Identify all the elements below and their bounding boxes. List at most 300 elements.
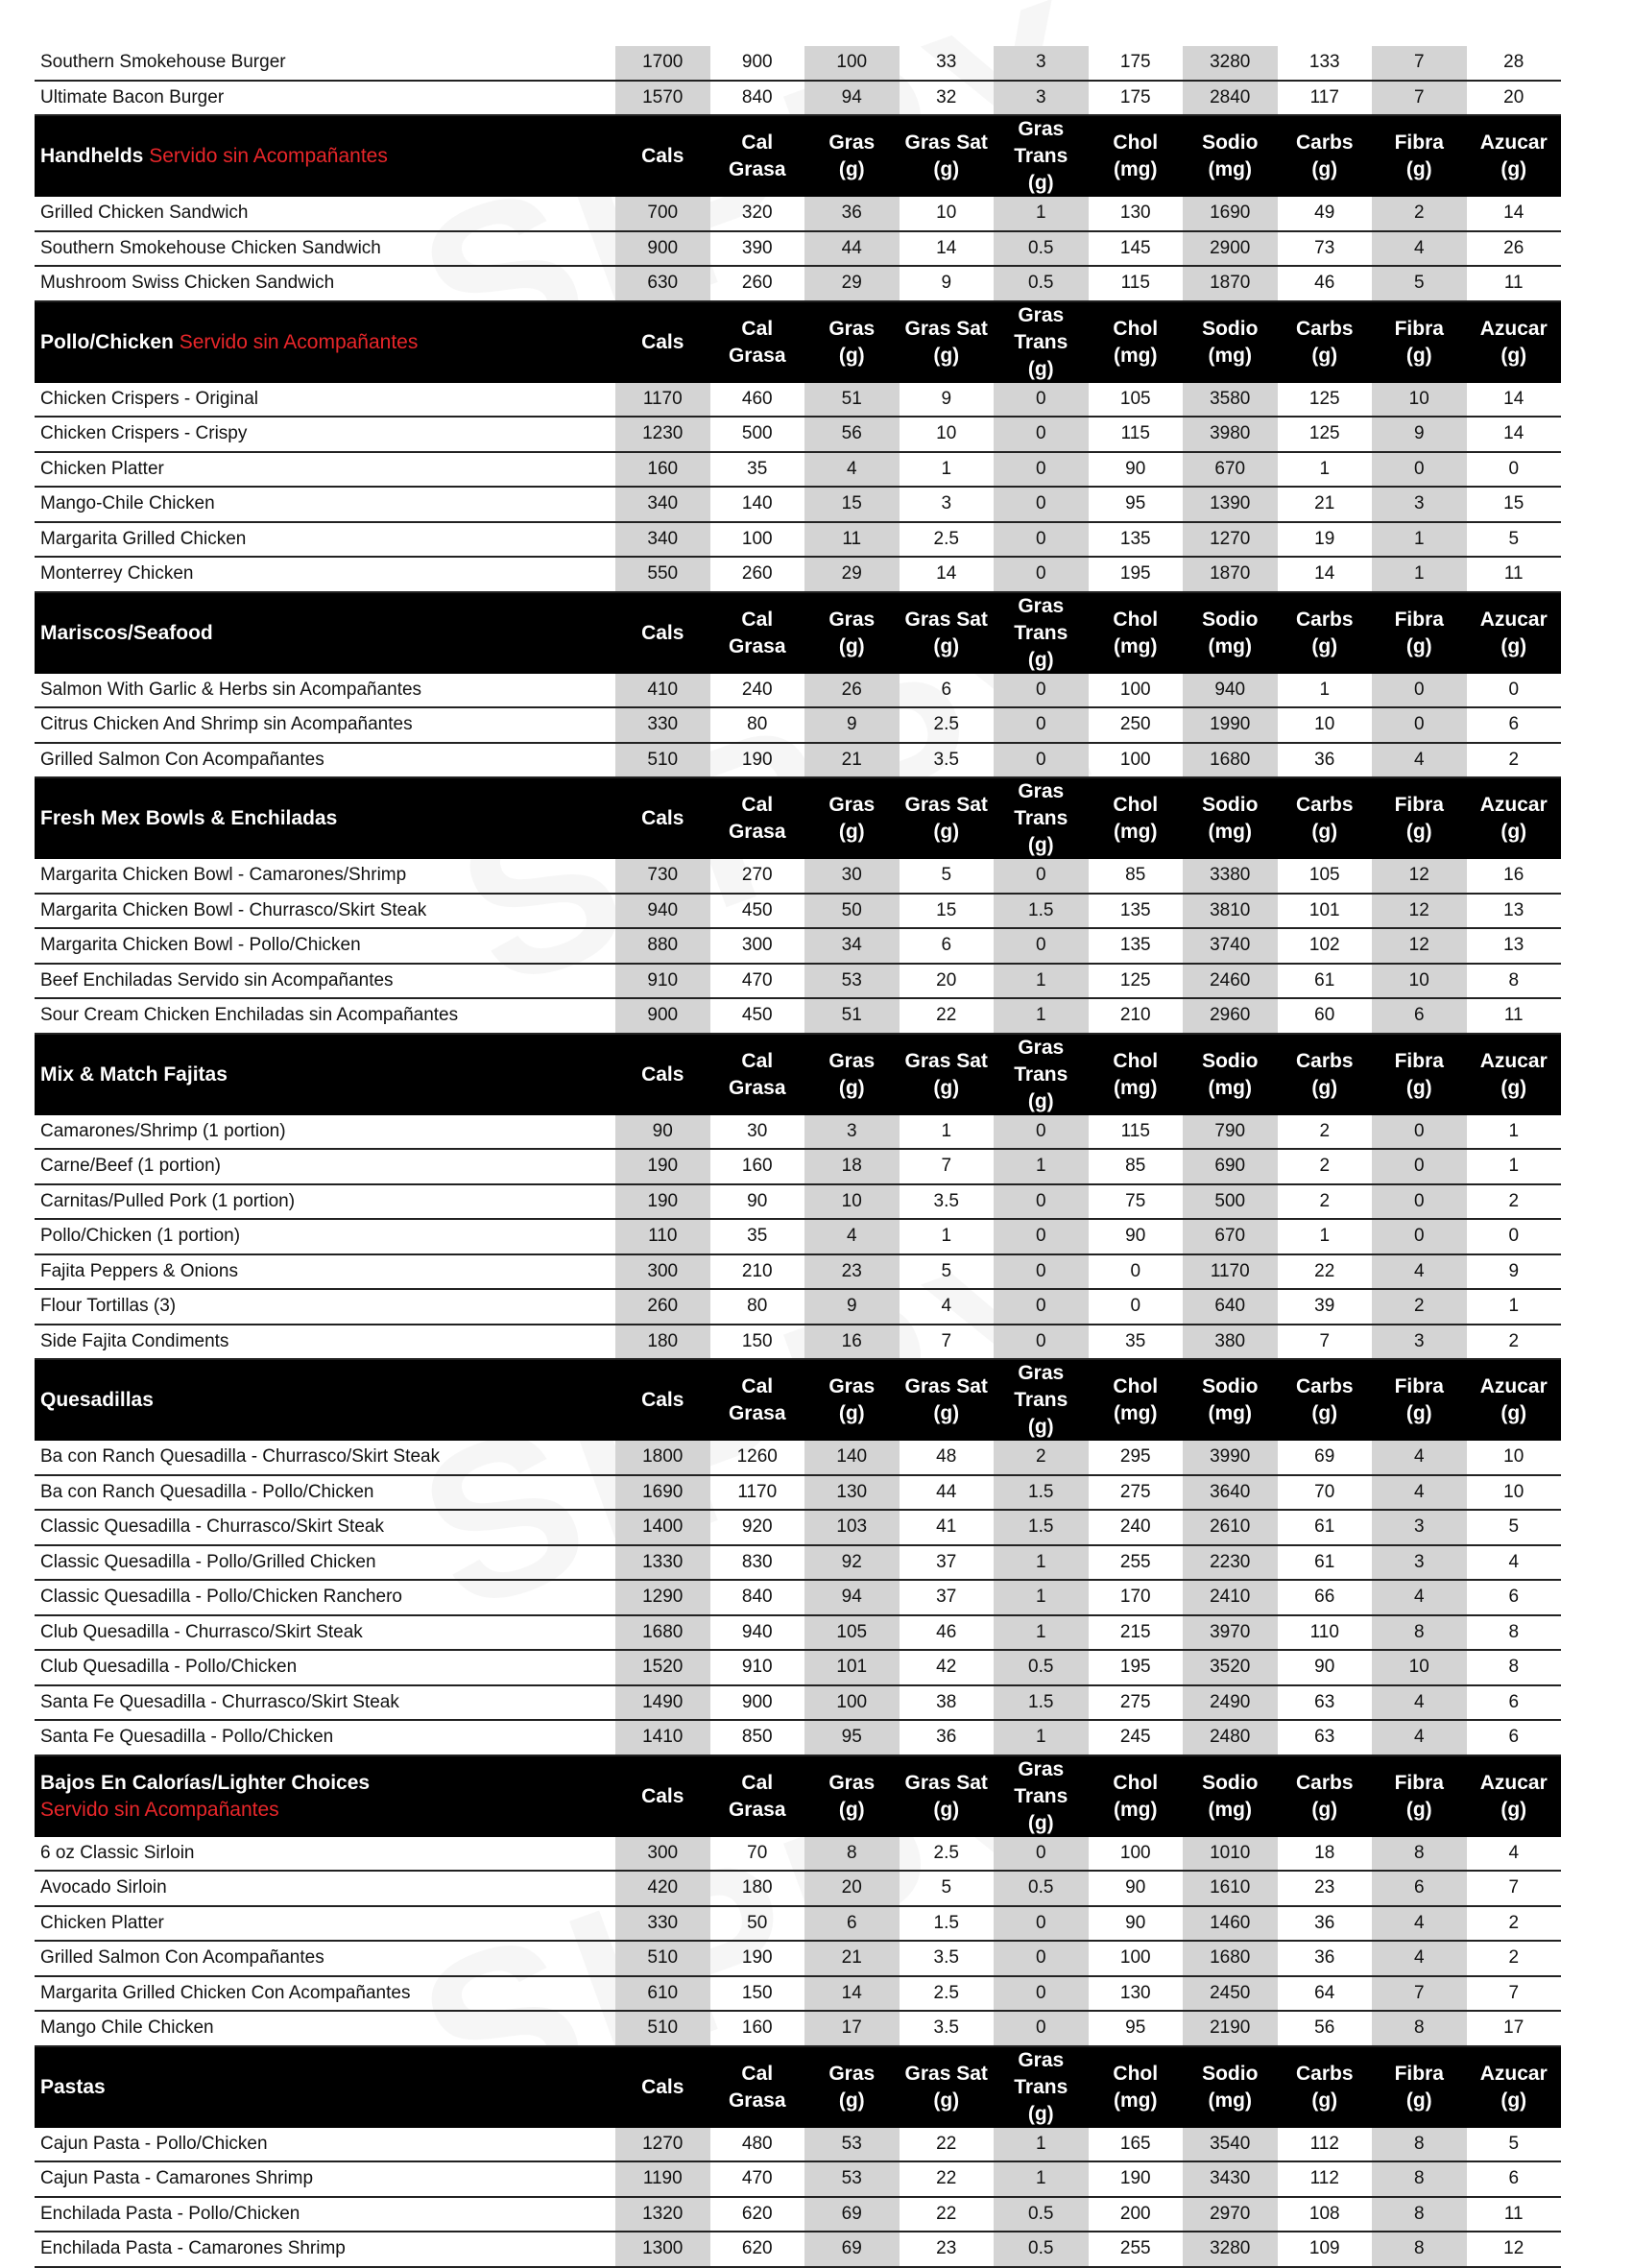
column-header-line: Sodio bbox=[1202, 131, 1259, 154]
column-header-line: (g) bbox=[1311, 2089, 1338, 2112]
nutrition-value: 15 bbox=[900, 894, 995, 929]
nutrition-value: 0 bbox=[994, 1325, 1089, 1360]
column-header bbox=[804, 777, 900, 859]
nutrition-value: 130 bbox=[804, 1475, 900, 1511]
column-header bbox=[615, 1755, 710, 1837]
column-header-line: Azucar bbox=[1479, 608, 1548, 631]
column-header-line: Carbs bbox=[1295, 2062, 1354, 2085]
section-title: Bajos En Calorías/Lighter Choices bbox=[40, 1771, 371, 1794]
nutrition-value: 7 bbox=[1278, 1325, 1373, 1360]
nutrition-value: 10 bbox=[1467, 1441, 1562, 1475]
section-title: Pollo/Chicken bbox=[40, 330, 174, 353]
column-header-line: (g) bbox=[1500, 158, 1527, 180]
item-name: Margarita Grilled Chicken bbox=[35, 522, 615, 558]
nutrition-value: 21 bbox=[804, 1941, 900, 1976]
column-header-line: Sodio bbox=[1202, 1771, 1259, 1794]
nutrition-value: 1 bbox=[994, 1615, 1089, 1651]
nutrition-value: 2 bbox=[1372, 1289, 1467, 1325]
item-name: Classic Quesadilla - Pollo/Chicken Ranchero bbox=[35, 1580, 615, 1615]
section-header bbox=[35, 1755, 1561, 1837]
nutrition-value: 8 bbox=[1372, 2011, 1467, 2046]
column-header bbox=[900, 1359, 995, 1441]
nutrition-value: 49 bbox=[1278, 197, 1373, 231]
column-header-line: Cals bbox=[641, 807, 684, 829]
column-header-line: Cals bbox=[641, 621, 684, 644]
section-note: Servido sin Acompañantes bbox=[40, 1798, 279, 1821]
nutrition-value: 195 bbox=[1089, 1650, 1184, 1685]
column-header-line: Gras Sat bbox=[904, 131, 988, 154]
column-header bbox=[1089, 2046, 1184, 2128]
nutrition-value: 2450 bbox=[1183, 1976, 1278, 2012]
nutrition-value: 135 bbox=[1089, 522, 1184, 558]
nutrition-value: 0 bbox=[1372, 674, 1467, 708]
column-header-line: Gras Sat bbox=[904, 794, 988, 816]
item-name: Ultimate Bacon Burger bbox=[35, 81, 615, 116]
column-header-line: (g) bbox=[1500, 1076, 1527, 1099]
column-header-line: (g) bbox=[838, 2089, 865, 2112]
item-name: Mango Chile Chicken bbox=[35, 2011, 615, 2046]
nutrition-value: 46 bbox=[900, 1615, 995, 1651]
nutrition-value: 1.5 bbox=[900, 1906, 995, 1942]
column-header bbox=[615, 777, 710, 859]
nutrition-value: 4 bbox=[1372, 1685, 1467, 1721]
column-header-line: Fibra bbox=[1394, 1375, 1444, 1397]
nutrition-value: 460 bbox=[710, 383, 805, 418]
nutrition-value: 7 bbox=[1467, 1976, 1562, 2012]
nutrition-value: 640 bbox=[1183, 1289, 1278, 1325]
nutrition-value: 0 bbox=[1467, 452, 1562, 488]
column-header bbox=[994, 301, 1089, 383]
nutrition-value: 9 bbox=[804, 1289, 900, 1325]
nutrition-value: 730 bbox=[615, 859, 710, 894]
nutrition-value: 0 bbox=[994, 1254, 1089, 1290]
nutrition-value: 880 bbox=[615, 928, 710, 964]
item-name: Classic Quesadilla - Pollo/Grilled Chicken bbox=[35, 1545, 615, 1581]
nutrition-value: 1700 bbox=[615, 46, 710, 81]
column-header bbox=[1467, 115, 1562, 197]
nutrition-value: 3 bbox=[804, 1115, 900, 1150]
nutrition-value: 130 bbox=[1089, 1976, 1184, 2012]
nutrition-value: 18 bbox=[804, 1149, 900, 1184]
nutrition-value: 0 bbox=[994, 522, 1089, 558]
item-name: Grilled Salmon Con Acompañantes bbox=[35, 743, 615, 778]
nutrition-value: 36 bbox=[1278, 1941, 1373, 1976]
nutrition-value: 900 bbox=[615, 231, 710, 267]
column-header-line: (g) bbox=[1500, 2089, 1527, 2112]
nutrition-value: 80 bbox=[710, 707, 805, 743]
item-name: Beef Enchiladas Servido sin Acompañantes bbox=[35, 964, 615, 999]
nutrition-table bbox=[35, 46, 1561, 2268]
nutrition-value: 190 bbox=[710, 1941, 805, 1976]
nutrition-value: 6 bbox=[1467, 707, 1562, 743]
item-name: Carne/Beef (1 portion) bbox=[35, 1149, 615, 1184]
nutrition-value: 9 bbox=[900, 383, 995, 418]
nutrition-value: 0 bbox=[994, 707, 1089, 743]
nutrition-value: 53 bbox=[804, 2161, 900, 2197]
column-header bbox=[900, 777, 995, 859]
column-header-line: Chol bbox=[1113, 1375, 1159, 1397]
nutrition-value: 2.5 bbox=[900, 1837, 995, 1872]
column-header-line: (mg) bbox=[1208, 1402, 1252, 1424]
nutrition-value: 23 bbox=[804, 1254, 900, 1290]
nutrition-value: 1010 bbox=[1183, 1837, 1278, 1872]
nutrition-value: 3580 bbox=[1183, 383, 1278, 418]
nutrition-value: 2610 bbox=[1183, 1510, 1278, 1545]
nutrition-value: 245 bbox=[1089, 1720, 1184, 1755]
column-header-line: Gras bbox=[828, 317, 876, 340]
table-row bbox=[35, 1149, 1561, 1184]
column-header-line: Chol bbox=[1113, 317, 1159, 340]
column-header-line: (g) bbox=[838, 158, 865, 180]
nutrition-value: 90 bbox=[1089, 1906, 1184, 1942]
nutrition-value: 18 bbox=[1278, 1837, 1373, 1872]
nutrition-value: 21 bbox=[1278, 487, 1373, 522]
nutrition-value: 56 bbox=[804, 417, 900, 452]
nutrition-value: 51 bbox=[804, 383, 900, 418]
nutrition-value: 8 bbox=[1372, 2232, 1467, 2267]
column-header-line: Gras Trans bbox=[1014, 118, 1068, 167]
nutrition-value: 6 bbox=[900, 928, 995, 964]
nutrition-value: 16 bbox=[1467, 859, 1562, 894]
nutrition-value: 1 bbox=[1372, 522, 1467, 558]
column-header-line: Cals bbox=[641, 145, 684, 167]
nutrition-value: 3520 bbox=[1183, 1650, 1278, 1685]
nutrition-value: 35 bbox=[710, 1219, 805, 1254]
table-row bbox=[35, 859, 1561, 894]
nutrition-value: 3 bbox=[1372, 487, 1467, 522]
nutrition-value: 29 bbox=[804, 266, 900, 301]
nutrition-value: 37 bbox=[900, 1580, 995, 1615]
column-header-line: Grasa bbox=[728, 158, 786, 180]
nutrition-value: 4 bbox=[1467, 1837, 1562, 1872]
nutrition-value: 0.5 bbox=[994, 231, 1089, 267]
nutrition-value: 11 bbox=[1467, 557, 1562, 592]
column-header-line: (g) bbox=[1405, 344, 1432, 367]
table-row bbox=[35, 1441, 1561, 1475]
nutrition-value: 115 bbox=[1089, 1115, 1184, 1150]
nutrition-value: 6 bbox=[1372, 998, 1467, 1034]
nutrition-value: 240 bbox=[710, 674, 805, 708]
nutrition-value: 7 bbox=[1372, 81, 1467, 116]
nutrition-value: 3.5 bbox=[900, 743, 995, 778]
nutrition-value: 69 bbox=[804, 2197, 900, 2232]
column-header-line: Cal bbox=[741, 2062, 774, 2085]
nutrition-value: 3.5 bbox=[900, 1941, 995, 1976]
item-name: 6 oz Classic Sirloin bbox=[35, 1837, 615, 1872]
column-header-line: (g) bbox=[1311, 1076, 1338, 1099]
nutrition-value: 21 bbox=[804, 743, 900, 778]
nutrition-value: 6 bbox=[1467, 1720, 1562, 1755]
nutrition-value: 3280 bbox=[1183, 46, 1278, 81]
nutrition-value: 109 bbox=[1278, 2232, 1373, 2267]
nutrition-value: 63 bbox=[1278, 1720, 1373, 1755]
nutrition-value: 90 bbox=[1089, 1871, 1184, 1906]
column-header-line: Carbs bbox=[1295, 131, 1354, 154]
column-header-line: Chol bbox=[1113, 608, 1159, 631]
column-header-line: Fibra bbox=[1394, 1771, 1444, 1794]
nutrition-value: 10 bbox=[900, 417, 995, 452]
nutrition-value: 2480 bbox=[1183, 1720, 1278, 1755]
nutrition-value: 1170 bbox=[1183, 1254, 1278, 1290]
column-header-line: Carbs bbox=[1295, 1375, 1354, 1397]
column-header bbox=[804, 1755, 900, 1837]
nutrition-value: 1 bbox=[1467, 1289, 1562, 1325]
column-header bbox=[710, 115, 805, 197]
nutrition-value: 1170 bbox=[710, 1475, 805, 1511]
nutrition-value: 2840 bbox=[1183, 81, 1278, 116]
nutrition-value: 3540 bbox=[1183, 2128, 1278, 2162]
nutrition-value: 95 bbox=[1089, 487, 1184, 522]
nutrition-value: 270 bbox=[710, 859, 805, 894]
nutrition-value: 14 bbox=[1467, 417, 1562, 452]
item-name: Chicken Platter bbox=[35, 452, 615, 488]
column-header-line: (mg) bbox=[1208, 1076, 1252, 1099]
item-name: Mushroom Swiss Chicken Sandwich bbox=[35, 266, 615, 301]
table-row bbox=[35, 1325, 1561, 1360]
nutrition-value: 2460 bbox=[1183, 964, 1278, 999]
column-header-line: (g) bbox=[1027, 834, 1054, 856]
nutrition-value: 330 bbox=[615, 1906, 710, 1942]
column-header bbox=[900, 2046, 995, 2128]
nutrition-value: 0 bbox=[994, 452, 1089, 488]
section-header bbox=[35, 301, 1561, 383]
nutrition-value: 14 bbox=[1278, 557, 1373, 592]
item-name: Citrus Chicken And Shrimp sin Acompañantes bbox=[35, 707, 615, 743]
nutrition-value: 620 bbox=[710, 2232, 805, 2267]
nutrition-value: 1.5 bbox=[994, 894, 1089, 929]
nutrition-value: 160 bbox=[710, 2011, 805, 2046]
nutrition-value: 175 bbox=[1089, 81, 1184, 116]
nutrition-value: 12 bbox=[1467, 2232, 1562, 2267]
nutrition-value: 4 bbox=[1372, 1720, 1467, 1755]
nutrition-value: 160 bbox=[710, 1149, 805, 1184]
column-header-line: Azucar bbox=[1479, 317, 1548, 340]
nutrition-value: 0 bbox=[994, 1976, 1089, 2012]
item-name: Pollo/Chicken (1 portion) bbox=[35, 1219, 615, 1254]
nutrition-value: 240 bbox=[1089, 1510, 1184, 1545]
section-header bbox=[35, 2046, 1561, 2128]
nutrition-value: 380 bbox=[1183, 1325, 1278, 1360]
nutrition-value: 170 bbox=[1089, 1580, 1184, 1615]
nutrition-value: 3990 bbox=[1183, 1441, 1278, 1475]
table-row bbox=[35, 383, 1561, 418]
nutrition-value: 1680 bbox=[1183, 743, 1278, 778]
column-header-line: Carbs bbox=[1295, 794, 1354, 816]
nutrition-value: 0 bbox=[1372, 1219, 1467, 1254]
nutrition-value: 12 bbox=[1372, 928, 1467, 964]
section-title: Fresh Mex Bowls & Enchiladas bbox=[40, 807, 338, 829]
section-title: Mix & Match Fajitas bbox=[40, 1062, 228, 1086]
nutrition-value: 125 bbox=[1278, 383, 1373, 418]
nutrition-value: 10 bbox=[1467, 1475, 1562, 1511]
column-header-line: Fibra bbox=[1394, 794, 1444, 816]
column-header bbox=[615, 592, 710, 674]
table-row bbox=[35, 1289, 1561, 1325]
column-header bbox=[1089, 592, 1184, 674]
nutrition-value: 2 bbox=[1467, 1184, 1562, 1220]
nutrition-value: 3.5 bbox=[900, 1184, 995, 1220]
column-header-line: Chol bbox=[1113, 2062, 1159, 2085]
item-name: Fajita Peppers & Onions bbox=[35, 1254, 615, 1290]
nutrition-value: 700 bbox=[615, 197, 710, 231]
nutrition-value: 16 bbox=[804, 1325, 900, 1360]
nutrition-value: 480 bbox=[710, 2128, 805, 2162]
column-header bbox=[1089, 1755, 1184, 1837]
column-header-line: Cals bbox=[641, 1389, 684, 1411]
column-header-line: Gras bbox=[828, 794, 876, 816]
table-row bbox=[35, 231, 1561, 267]
column-header bbox=[1372, 1034, 1467, 1115]
table-row bbox=[35, 1906, 1561, 1942]
nutrition-value: 610 bbox=[615, 1976, 710, 2012]
table-row bbox=[35, 1837, 1561, 1872]
section-title-cell bbox=[35, 1359, 615, 1441]
nutrition-value: 6 bbox=[1372, 1871, 1467, 1906]
column-header-line: Gras Trans bbox=[1014, 1362, 1068, 1411]
nutrition-value: 70 bbox=[710, 1837, 805, 1872]
nutrition-value: 790 bbox=[1183, 1115, 1278, 1150]
nutrition-value: 215 bbox=[1089, 1615, 1184, 1651]
column-header-line: (g) bbox=[933, 634, 960, 657]
nutrition-value: 340 bbox=[615, 522, 710, 558]
nutrition-value: 1870 bbox=[1183, 266, 1278, 301]
column-header bbox=[1183, 1755, 1278, 1837]
nutrition-value: 3280 bbox=[1183, 2232, 1278, 2267]
nutrition-value: 830 bbox=[710, 1545, 805, 1581]
nutrition-value: 190 bbox=[615, 1149, 710, 1184]
nutrition-value: 61 bbox=[1278, 964, 1373, 999]
nutrition-value: 1 bbox=[1278, 1219, 1373, 1254]
nutrition-value: 69 bbox=[1278, 1441, 1373, 1475]
column-header-line: (g) bbox=[933, 1798, 960, 1821]
column-header-line: Cals bbox=[641, 2075, 684, 2098]
nutrition-value: 17 bbox=[1467, 2011, 1562, 2046]
nutrition-value: 500 bbox=[710, 417, 805, 452]
table-row bbox=[35, 1219, 1561, 1254]
nutrition-table-body bbox=[35, 46, 1561, 2267]
column-header-line: (g) bbox=[838, 634, 865, 657]
nutrition-value: 13 bbox=[1467, 928, 1562, 964]
column-header-line: (mg) bbox=[1208, 821, 1252, 843]
nutrition-value: 117 bbox=[1278, 81, 1373, 116]
nutrition-value: 13 bbox=[1467, 894, 1562, 929]
nutrition-value: 125 bbox=[1089, 964, 1184, 999]
nutrition-value: 165 bbox=[1089, 2128, 1184, 2162]
section-title: Handhelds bbox=[40, 145, 144, 167]
nutrition-value: 90 bbox=[710, 1184, 805, 1220]
column-header-line: (mg) bbox=[1208, 2089, 1252, 2112]
nutrition-value: 14 bbox=[900, 557, 995, 592]
nutrition-value: 840 bbox=[710, 81, 805, 116]
nutrition-value: 0 bbox=[994, 417, 1089, 452]
column-header-line: (g) bbox=[1027, 1811, 1054, 1834]
column-header-line: Cals bbox=[641, 330, 684, 353]
column-header-line: (g) bbox=[1500, 1402, 1527, 1424]
nutrition-value: 1 bbox=[1278, 452, 1373, 488]
section-title-cell bbox=[35, 777, 615, 859]
nutrition-value: 5 bbox=[900, 1871, 995, 1906]
column-header-line: (g) bbox=[1405, 158, 1432, 180]
nutrition-value: 101 bbox=[804, 1650, 900, 1685]
table-row bbox=[35, 2011, 1561, 2046]
column-header bbox=[1467, 1755, 1562, 1837]
nutrition-value: 0.5 bbox=[994, 2197, 1089, 2232]
section-header bbox=[35, 1359, 1561, 1441]
column-header bbox=[1278, 301, 1373, 383]
nutrition-value: 2490 bbox=[1183, 1685, 1278, 1721]
column-header-line: (g) bbox=[933, 1076, 960, 1099]
nutrition-value: 2 bbox=[1278, 1184, 1373, 1220]
nutrition-value: 22 bbox=[900, 2197, 995, 2232]
column-header-line: (g) bbox=[1027, 357, 1054, 380]
nutrition-value: 7 bbox=[1372, 1976, 1467, 2012]
nutrition-value: 2900 bbox=[1183, 231, 1278, 267]
item-name: Southern Smokehouse Burger bbox=[35, 46, 615, 81]
nutrition-value: 29 bbox=[804, 557, 900, 592]
nutrition-value: 1460 bbox=[1183, 1906, 1278, 1942]
nutrition-value: 8 bbox=[804, 1837, 900, 1872]
nutrition-value: 1190 bbox=[615, 2161, 710, 2197]
table-row bbox=[35, 2197, 1561, 2232]
item-name: Cajun Pasta - Pollo/Chicken bbox=[35, 2128, 615, 2162]
nutrition-value: 390 bbox=[710, 231, 805, 267]
column-header-line: Gras bbox=[828, 2062, 876, 2085]
column-header-line: Grasa bbox=[728, 344, 786, 367]
nutrition-value: 100 bbox=[710, 522, 805, 558]
table-row bbox=[35, 743, 1561, 778]
column-header-line: Grasa bbox=[728, 634, 786, 657]
nutrition-value: 0 bbox=[994, 2011, 1089, 2046]
nutrition-value: 10 bbox=[900, 197, 995, 231]
column-header-line: Gras bbox=[828, 1049, 876, 1072]
nutrition-value: 4 bbox=[804, 452, 900, 488]
nutrition-value: 44 bbox=[900, 1475, 995, 1511]
table-row bbox=[35, 1115, 1561, 1150]
column-header-line: Gras Sat bbox=[904, 317, 988, 340]
nutrition-value: 22 bbox=[1278, 1254, 1373, 1290]
nutrition-value: 840 bbox=[710, 1580, 805, 1615]
nutrition-value: 7 bbox=[1372, 46, 1467, 81]
column-header bbox=[994, 1034, 1089, 1115]
nutrition-table-container bbox=[35, 46, 1561, 2268]
table-row bbox=[35, 417, 1561, 452]
nutrition-value: 8 bbox=[1467, 1615, 1562, 1651]
column-header-line: Carbs bbox=[1295, 1771, 1354, 1794]
nutrition-value: 940 bbox=[615, 894, 710, 929]
nutrition-value: 450 bbox=[710, 894, 805, 929]
nutrition-value: 108 bbox=[1278, 2197, 1373, 2232]
column-header bbox=[1467, 301, 1562, 383]
nutrition-value: 160 bbox=[615, 452, 710, 488]
column-header-line: Sodio bbox=[1202, 608, 1259, 631]
nutrition-value: 1 bbox=[994, 964, 1089, 999]
nutrition-value: 8 bbox=[1372, 2128, 1467, 2162]
table-row bbox=[35, 674, 1561, 708]
nutrition-value: 2.5 bbox=[900, 707, 995, 743]
column-header-line: (g) bbox=[1311, 344, 1338, 367]
nutrition-value: 39 bbox=[1278, 1289, 1373, 1325]
nutrition-value: 4 bbox=[1372, 1475, 1467, 1511]
nutrition-value: 500 bbox=[1183, 1184, 1278, 1220]
nutrition-value: 33 bbox=[900, 46, 995, 81]
nutrition-value: 101 bbox=[1278, 894, 1373, 929]
nutrition-value: 1.5 bbox=[994, 1510, 1089, 1545]
table-row bbox=[35, 197, 1561, 231]
column-header-line: Carbs bbox=[1295, 608, 1354, 631]
nutrition-value: 110 bbox=[1278, 1615, 1373, 1651]
nutrition-value: 1690 bbox=[1183, 197, 1278, 231]
nutrition-value: 1 bbox=[1372, 557, 1467, 592]
